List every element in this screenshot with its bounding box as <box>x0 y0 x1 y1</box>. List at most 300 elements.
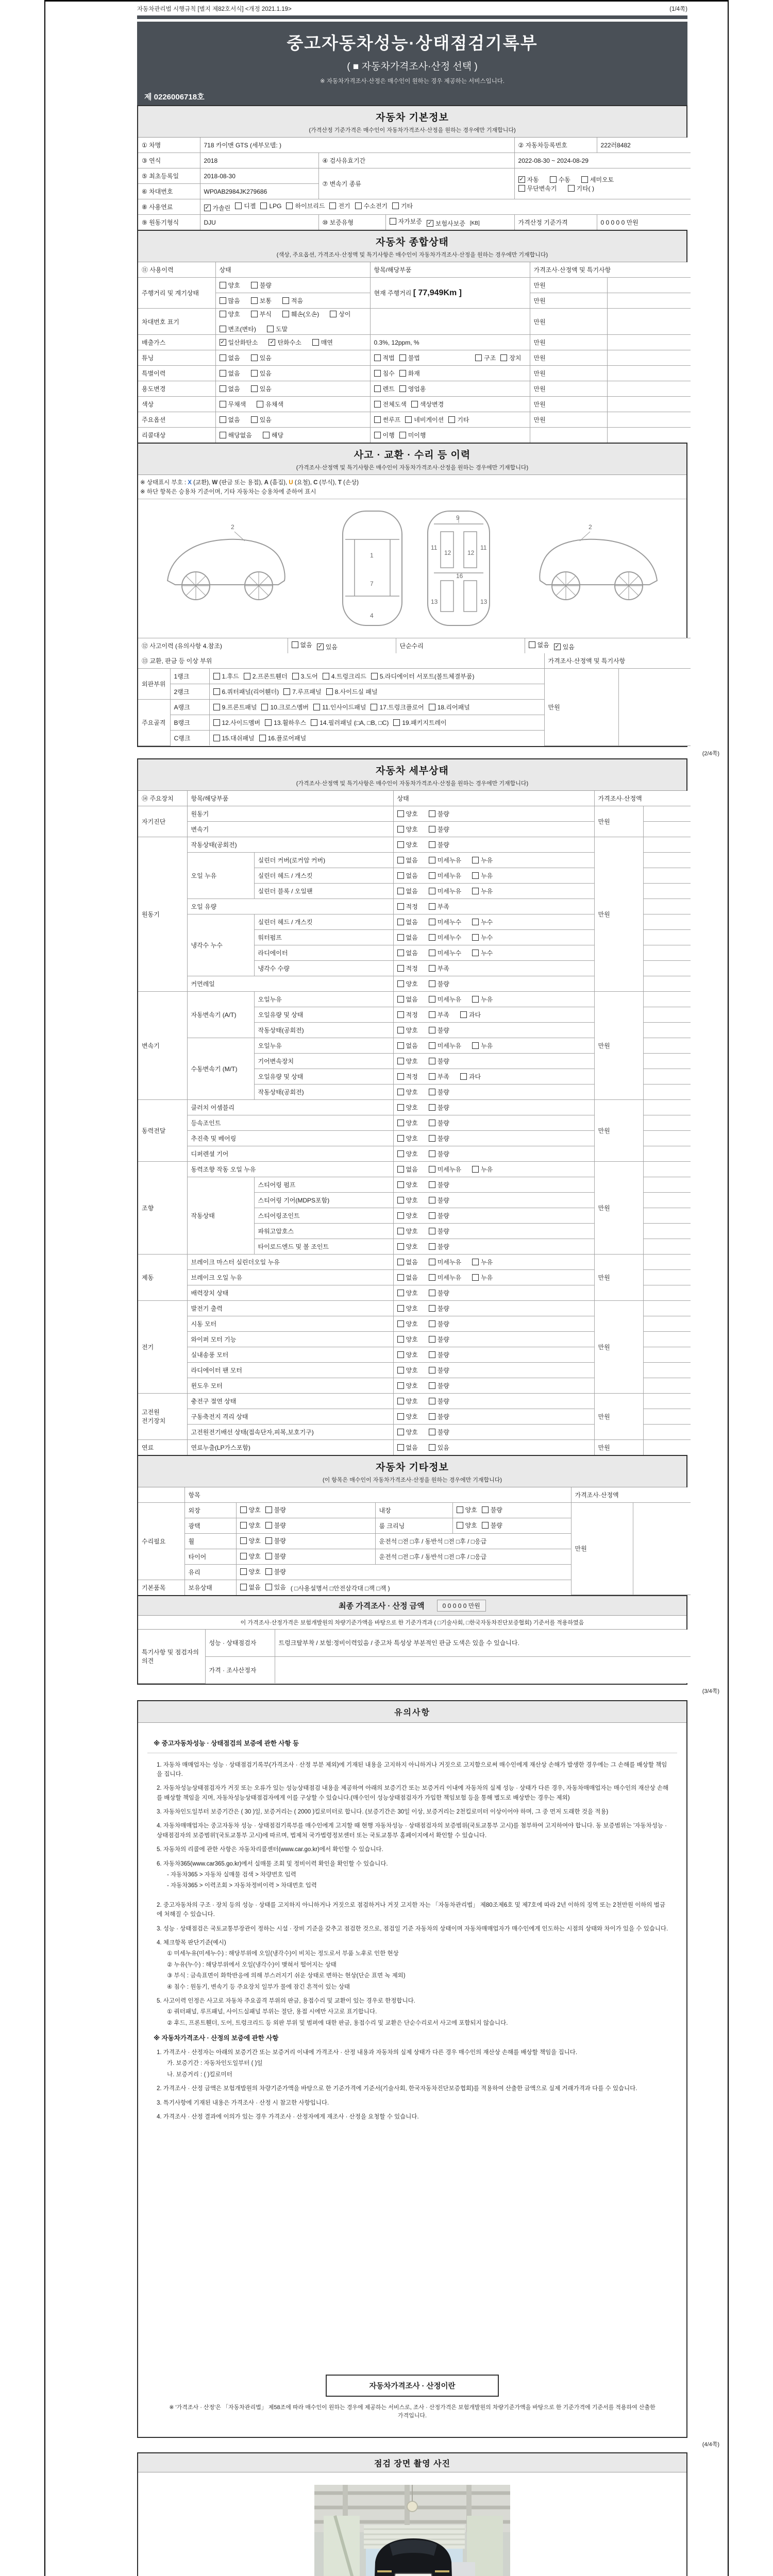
device-item: 실내송풍 모터 <box>187 1347 393 1362</box>
checkbox-누유[interactable]: 누유 <box>472 1258 493 1266</box>
checkbox-양호[interactable]: 양호 <box>397 1412 418 1421</box>
checkbox-불량[interactable]: 불량 <box>429 1196 449 1205</box>
checkbox-있음[interactable]: ✓ 있음 <box>554 643 575 651</box>
checkbox-불량[interactable]: 불량 <box>429 1397 449 1405</box>
checkbox-누유[interactable]: 누유 <box>472 871 493 880</box>
checkbox-양호[interactable]: 양호 <box>397 1289 418 1297</box>
empty-box-icon <box>240 1568 247 1575</box>
empty-box-icon <box>429 1089 435 1095</box>
device-state <box>393 1424 594 1439</box>
checkbox-없음[interactable]: 없음 <box>397 871 418 880</box>
checkbox-수동[interactable]: 수동 <box>550 175 570 184</box>
checkbox-7.루프패널[interactable]: 7.루프패널 <box>283 687 321 696</box>
inspection-photo-rear <box>314 2485 510 2576</box>
checkbox-없음[interactable]: 없음 <box>397 948 418 957</box>
checkbox-변조(변타)[interactable]: 변조(변타) <box>220 325 256 333</box>
reg-no-label: ② 자동차등록번호 <box>514 138 597 153</box>
empty-box-icon <box>260 202 267 209</box>
checkbox-불량[interactable]: 불량 <box>482 1521 502 1530</box>
transmission-options-line2 <box>518 184 687 193</box>
checkbox-불량[interactable]: 불량 <box>429 1412 449 1421</box>
tire-label: 타이어 <box>184 1549 236 1564</box>
checkbox-자동[interactable]: ✓ 자동 <box>519 176 539 183</box>
checkbox-미세누유[interactable]: 미세누유 <box>429 871 461 880</box>
checkbox-양호[interactable]: 양호 <box>397 1057 418 1065</box>
checkbox-영업용[interactable]: 영업용 <box>399 384 426 393</box>
etc-col-price: 가격조사·산정액 <box>571 1487 691 1503</box>
detail-title: 자동차 세부상태 <box>376 765 449 776</box>
device-group-label: 조향 <box>138 1161 187 1254</box>
note-cell <box>643 1347 691 1362</box>
checkbox-불량[interactable]: 불량 <box>429 1350 449 1359</box>
checkbox-적음[interactable]: 적음 <box>282 296 303 305</box>
simple-repair-label: 단순수리 <box>396 638 525 654</box>
checkbox-불량[interactable]: 불량 <box>429 1335 449 1344</box>
notice-sub-item: ④ 침수 : 원동기, 변속기 등 주요장치 일부가 물에 잠긴 흔적이 있는 상태 <box>167 1984 350 1990</box>
checkbox-이행[interactable]: 이행 <box>374 431 395 439</box>
checkbox-적정[interactable]: 적정 <box>397 902 418 911</box>
checkbox-양호[interactable]: 양호 <box>397 825 418 834</box>
checkbox-미세누수[interactable]: 미세누수 <box>429 918 461 926</box>
overall-col-usage: ⑪ 사용이력 <box>138 262 215 278</box>
checkbox-양호[interactable]: 양호 <box>397 1088 418 1096</box>
detail-row <box>138 991 691 1007</box>
checkbox-없음[interactable]: 없음 <box>220 369 240 378</box>
checkbox-양호[interactable]: 양호 <box>457 1521 477 1530</box>
checkbox-양호[interactable]: 양호 <box>397 1397 418 1405</box>
svg-text:11: 11 <box>431 544 438 551</box>
checkbox-불량[interactable]: 불량 <box>429 1057 449 1065</box>
checkbox-없음[interactable]: 없음 <box>397 1165 418 1174</box>
empty-box-icon <box>397 1336 404 1343</box>
checkbox-전체도색[interactable]: 전체도색 <box>374 400 407 409</box>
checkbox-해당[interactable]: 해당 <box>263 431 283 439</box>
polish-options <box>236 1518 375 1533</box>
checkbox-12.사이드멤버[interactable]: 12.사이드멤버 <box>213 718 261 727</box>
checkbox-도말[interactable]: 도말 <box>267 325 288 333</box>
checkbox-전기[interactable]: 전기 <box>329 201 350 210</box>
checkbox-양호[interactable]: 양호 <box>397 1381 418 1390</box>
checkbox-부식[interactable]: 부식 <box>251 310 272 318</box>
empty-box-icon <box>397 1413 404 1420</box>
checkbox-탄화수소[interactable]: ✓ 탄화수소 <box>270 339 301 346</box>
device-item: 타이로드엔드 및 볼 조인트 <box>254 1239 393 1254</box>
checked-box-icon: ✓ <box>220 339 225 345</box>
checkbox-불량[interactable]: 불량 <box>265 1536 286 1545</box>
checkbox-있음[interactable]: 있음 <box>251 384 272 393</box>
empty-box-icon <box>429 1398 435 1404</box>
empty-box-icon <box>429 1429 435 1435</box>
checkbox-침수[interactable]: 침수 <box>374 369 395 378</box>
checkbox-보통[interactable]: 보통 <box>251 296 272 305</box>
checkbox-화재[interactable]: 화재 <box>399 369 420 378</box>
checkbox-불량[interactable]: 불량 <box>429 1304 449 1313</box>
checkbox-양호[interactable]: 양호 <box>240 1521 261 1530</box>
checkbox-부족[interactable]: 부족 <box>429 1010 449 1019</box>
checkbox-불량[interactable]: 불량 <box>429 1289 449 1297</box>
checkbox-14.필러패널 (□A, □B, □C)[interactable]: 14.필러패널 (□A, □B, □C) <box>311 718 389 727</box>
checkbox-적정[interactable]: 적정 <box>397 1072 418 1081</box>
checkbox-양호[interactable]: 양호 <box>397 1026 418 1035</box>
checkbox-없음[interactable]: 없음 <box>292 640 312 649</box>
empty-box-icon <box>213 735 220 741</box>
svg-text:4: 4 <box>370 612 374 619</box>
checkbox-보험사보증[interactable]: ✓ 보험사보증 <box>427 220 465 227</box>
checkbox-렌트[interactable]: 렌트 <box>374 384 395 393</box>
device-state <box>393 1069 594 1084</box>
rank-label: C랭크 <box>170 731 209 746</box>
empty-box-icon <box>240 1522 247 1529</box>
checkbox-색상변경[interactable]: 색상변경 <box>411 400 444 409</box>
checkbox-많음[interactable]: 많음 <box>220 296 240 305</box>
overall-col-price: 가격조사·산정액 및 특기사항 <box>530 262 691 278</box>
checkbox-있음[interactable]: 있음 <box>429 1443 449 1452</box>
checkbox-기타[interactable]: 기타 <box>392 201 413 210</box>
checkbox-불량[interactable]: 불량 <box>429 1149 449 1158</box>
checkbox-상이[interactable]: 상이 <box>330 310 350 318</box>
engine-type-label: ⑨ 원동기형식 <box>138 215 200 230</box>
checkbox-불량[interactable]: 불량 <box>429 809 449 818</box>
checkbox-없음[interactable]: 없음 <box>397 887 418 895</box>
empty-box-icon <box>374 370 381 377</box>
checkbox-미세누유[interactable]: 미세누유 <box>429 1273 461 1282</box>
empty-box-icon <box>429 1212 435 1219</box>
checkbox-5.라디에이터 서포트(볼트체결부품)[interactable]: 5.라디에이터 서포트(볼트체결부품) <box>371 672 475 681</box>
checkbox-18.리어패널[interactable]: 18.리어패널 <box>429 703 470 711</box>
empty-box-icon <box>472 872 479 879</box>
notice-item: 3. 자동차인도일부터 보증기간은 ( 30 )일, 보증거리는 ( 2000 )킬로미터로 합니다. (보증기간은 30일 이상, 보증거리는 2천킬로미터 이상이어야 하며, 그 중 먼저 도래한 것을 적용) <box>157 1809 609 1816</box>
checkbox-양호[interactable]: 양호 <box>220 281 240 290</box>
empty-box-icon <box>265 1522 272 1529</box>
vin-value: WP0AB2984JK279686 <box>200 184 318 199</box>
checkbox-양호[interactable]: 양호 <box>240 1505 261 1514</box>
checkbox-적정[interactable]: 적정 <box>397 964 418 973</box>
price-cell: 만원 <box>530 412 607 428</box>
checkbox-부족[interactable]: 부족 <box>429 1072 449 1081</box>
checkbox-불량[interactable]: 불량 <box>429 1428 449 1436</box>
checkbox-LPG[interactable]: LPG <box>260 202 281 210</box>
checkbox-미세누유[interactable]: 미세누유 <box>429 887 461 895</box>
checkbox-불량[interactable]: 불량 <box>251 281 272 290</box>
device-item: 구동축전지 격리 상태 <box>187 1409 393 1424</box>
checkbox-수소전기[interactable]: 수소전기 <box>355 201 388 210</box>
checkbox-19.패키지트레이[interactable]: 19.패키지트레이 <box>393 718 446 727</box>
checkbox-양호[interactable]: 양호 <box>397 1211 418 1220</box>
checkbox-양호[interactable]: 양호 <box>397 1149 418 1158</box>
empty-box-icon <box>267 326 274 332</box>
overall-row <box>138 309 691 335</box>
basic-info-subtitle: (가격산정 기준가격은 매수인이 자동차가격조사·산정을 원하는 경우에만 기재합니다) <box>309 127 516 133</box>
checkbox-누수[interactable]: 누수 <box>472 933 493 942</box>
checkbox-불량[interactable]: 불량 <box>429 1381 449 1390</box>
checkbox-과다[interactable]: 과다 <box>460 1072 481 1081</box>
checkbox-기타[interactable]: 기타 <box>448 415 469 424</box>
overall-row-item <box>370 309 530 335</box>
empty-box-icon <box>330 311 337 317</box>
checkbox-없음[interactable]: 없음 <box>397 1273 418 1282</box>
detail-col-price: 가격조사·산정액 <box>594 791 691 806</box>
checkbox-불량[interactable]: 불량 <box>429 1180 449 1189</box>
empty-box-icon <box>429 1290 435 1296</box>
note-cell <box>643 1269 691 1285</box>
checkbox-과다[interactable]: 과다 <box>460 1010 481 1019</box>
checkbox-양호[interactable]: 양호 <box>397 1304 418 1313</box>
checkbox-미세누수[interactable]: 미세누수 <box>429 948 461 957</box>
checkbox-불량[interactable]: 불량 <box>429 1118 449 1127</box>
checkbox-훼손(오손)[interactable]: 훼손(오손) <box>282 310 319 318</box>
checkbox-미세누유[interactable]: 미세누유 <box>429 1041 461 1050</box>
checkbox-있음[interactable]: 있음 <box>251 415 272 424</box>
checkbox-불량[interactable]: 불량 <box>429 825 449 834</box>
holding-state-label: 보유상태 <box>184 1580 236 1595</box>
detail-row <box>138 806 691 821</box>
checkbox-양호[interactable]: 양호 <box>397 840 418 849</box>
detail-row <box>138 1099 691 1115</box>
note-cell <box>643 1393 691 1409</box>
checkbox-없음[interactable]: 없음 <box>529 640 549 649</box>
device-item: 원동기 <box>187 806 393 821</box>
checkbox-양호[interactable]: 양호 <box>397 1335 418 1344</box>
checkbox-불량[interactable]: 불량 <box>265 1505 286 1514</box>
empty-box-icon <box>374 401 381 408</box>
checkbox-10.크로스멤버[interactable]: 10.크로스멤버 <box>261 703 309 711</box>
empty-box-icon <box>472 1166 479 1173</box>
polish-label: 광택 <box>184 1518 236 1533</box>
empty-box-icon <box>397 1181 404 1188</box>
checkbox-4.트렁크리드[interactable]: 4.트렁크리드 <box>323 672 366 681</box>
checkbox-자가보증[interactable]: 자가보증 <box>390 217 422 226</box>
checkbox-없음[interactable]: 없음 <box>397 1041 418 1050</box>
checkbox-누유[interactable]: 누유 <box>472 856 493 865</box>
empty-box-icon <box>235 202 242 209</box>
checkbox-양호[interactable]: 양호 <box>397 1196 418 1205</box>
checkbox-누수[interactable]: 누수 <box>472 948 493 957</box>
checkbox-불법[interactable]: 불법 <box>399 353 420 362</box>
checkbox-미이행[interactable]: 미이행 <box>399 431 426 439</box>
checkbox-13.휠하우스[interactable]: 13.휠하우스 <box>265 718 306 727</box>
overall-row-label: 용도변경 <box>138 381 215 397</box>
note-cell <box>607 428 691 443</box>
empty-box-icon <box>397 1243 404 1250</box>
checkbox-16.플로어패널[interactable]: 16.플로어패널 <box>259 734 307 742</box>
device-state <box>393 899 594 914</box>
device-state <box>393 1269 594 1285</box>
device-item: 작동상태(공회전) <box>187 837 393 852</box>
price-cell: 만원 <box>530 350 607 366</box>
checkbox-네비게이션[interactable]: 네비게이션 <box>405 415 444 424</box>
overall-row-item: 현재 주행거리 [ 77,949Km ] <box>370 278 530 309</box>
checkbox-양호[interactable]: 양호 <box>397 1428 418 1436</box>
empty-box-icon <box>390 218 396 225</box>
checkbox-불량[interactable]: 불량 <box>429 1134 449 1143</box>
checkbox-양호[interactable]: 양호 <box>397 1134 418 1143</box>
device-group-label: 동력전달 <box>138 1099 187 1161</box>
device-state <box>393 852 594 868</box>
checkbox-9.프론트패널[interactable]: 9.프론트패널 <box>213 703 257 711</box>
checkbox-1.후드[interactable]: 1.후드 <box>213 672 239 681</box>
empty-box-icon <box>355 202 362 209</box>
note-cell <box>643 1053 691 1069</box>
note-cell <box>643 976 691 991</box>
room-cleaning-label: 룸 크리닝 <box>375 1518 452 1533</box>
checkbox-3.도어[interactable]: 3.도어 <box>292 672 318 681</box>
empty-box-icon <box>399 354 406 361</box>
checkbox-양호[interactable]: 양호 <box>220 310 240 318</box>
checkbox-없음[interactable]: 없음 <box>220 415 240 424</box>
checkbox-있음[interactable]: 있음 <box>265 1583 286 1591</box>
checkbox-누유[interactable]: 누유 <box>472 1041 493 1050</box>
notice-section-heading: ※ 자동차가격조사 · 산정의 보증에 관한 사항 <box>154 2035 279 2042</box>
checkbox-없음[interactable]: 없음 <box>397 995 418 1004</box>
checkbox-8.사이드실 패널[interactable]: 8.사이드실 패널 <box>326 687 378 696</box>
checkbox-양호[interactable]: 양호 <box>397 1180 418 1189</box>
checkbox-없음[interactable]: 없음 <box>240 1583 261 1591</box>
empty-box-icon <box>265 1568 272 1575</box>
checked-box-icon: ✓ <box>270 339 275 345</box>
empty-box-icon <box>374 432 381 438</box>
checkbox-무단변속기[interactable]: 무단변속기 <box>518 184 557 193</box>
svg-text:12: 12 <box>467 549 475 556</box>
checkbox-양호[interactable]: 양호 <box>457 1505 477 1514</box>
checkbox-불량[interactable]: 불량 <box>429 979 449 988</box>
checkbox-없음[interactable]: 없음 <box>397 933 418 942</box>
notice-sub-item: - 자동차365 > 자동차 실매물 검색 > 차량번호 입력 <box>167 1872 296 1878</box>
checkbox-가솔린[interactable]: ✓ 가솔린 <box>205 205 231 212</box>
checkbox-15.대쉬패널[interactable]: 15.대쉬패널 <box>213 734 255 742</box>
checkbox-적정[interactable]: 적정 <box>397 1010 418 1019</box>
checkbox-양호[interactable]: 양호 <box>397 1350 418 1359</box>
checkbox-부족[interactable]: 부족 <box>429 964 449 973</box>
checkbox-불량[interactable]: 불량 <box>265 1567 286 1576</box>
checkbox-누유[interactable]: 누유 <box>472 995 493 1004</box>
checkbox-누유[interactable]: 누유 <box>472 1273 493 1282</box>
checkbox-미세누수[interactable]: 미세누수 <box>429 933 461 942</box>
checkbox-유채색[interactable]: 유채색 <box>257 400 283 409</box>
checkbox-불량[interactable]: 불량 <box>429 1227 449 1235</box>
checkbox-미세누유[interactable]: 미세누유 <box>429 1165 461 1174</box>
repair-needed-label: 수리필요 <box>138 1502 184 1580</box>
checkbox-누유[interactable]: 누유 <box>472 1165 493 1174</box>
accident-title: 사고 · 교환 · 수리 등 이력 <box>354 450 471 461</box>
basic-info-header <box>138 106 686 138</box>
checkbox-양호[interactable]: 양호 <box>240 1536 261 1545</box>
empty-box-icon <box>397 826 404 833</box>
checkbox-불량[interactable]: 불량 <box>429 1242 449 1251</box>
checkbox-양호[interactable]: 양호 <box>397 1103 418 1112</box>
svg-text:7: 7 <box>370 580 374 587</box>
checkbox-없음[interactable]: 없음 <box>397 1443 418 1452</box>
note-cell <box>643 1223 691 1239</box>
device-state <box>393 1439 594 1455</box>
empty-box-icon <box>472 857 479 863</box>
overall-row <box>138 412 691 428</box>
empty-box-icon <box>429 1320 435 1327</box>
checkbox-썬루프[interactable]: 썬루프 <box>374 415 401 424</box>
checkbox-없음[interactable]: 없음 <box>220 353 240 362</box>
checkbox-매연[interactable]: 매연 <box>312 338 333 347</box>
checkbox-있음[interactable]: 있음 <box>251 353 272 362</box>
checkbox-불량[interactable]: 불량 <box>429 840 449 849</box>
document-note: ※ 자동차가격조사·산정은 매수인이 원하는 경우 제공하는 서비스입니다. <box>320 78 505 84</box>
checkbox-누유[interactable]: 누유 <box>472 887 493 895</box>
checkbox-일산화탄소[interactable]: ✓ 일산화탄소 <box>220 339 258 346</box>
notice-sub-item: - 자동차365 > 이력조회 > 자동차정비이력 > 차대번호 입력 <box>167 1883 317 1889</box>
checkbox-무채색[interactable]: 무채색 <box>220 400 246 409</box>
device-state <box>393 1208 594 1223</box>
checkbox-6.쿼터패널(리어휀더)[interactable]: 6.쿼터패널(리어휀더) <box>213 687 279 696</box>
checkbox-불량[interactable]: 불량 <box>265 1521 286 1530</box>
empty-box-icon <box>251 354 258 361</box>
checkbox-누수[interactable]: 누수 <box>472 918 493 926</box>
checkbox-불량[interactable]: 불량 <box>429 1319 449 1328</box>
interior-label: 내장 <box>375 1502 452 1518</box>
checkbox-양호[interactable]: 양호 <box>397 1366 418 1375</box>
checkbox-없음[interactable]: 없음 <box>220 384 240 393</box>
checkbox-없음[interactable]: 없음 <box>397 856 418 865</box>
empty-box-icon <box>568 185 575 192</box>
checkbox-양호[interactable]: 양호 <box>397 1319 418 1328</box>
note-cell <box>643 1254 691 1269</box>
empty-box-icon <box>292 641 298 648</box>
checkbox-불량[interactable]: 불량 <box>429 1088 449 1096</box>
checkbox-있음[interactable]: ✓ 있음 <box>317 643 338 651</box>
checkbox-장치[interactable]: 장치 <box>500 353 521 362</box>
device-state <box>393 1393 594 1409</box>
overall-row-state <box>215 366 370 381</box>
checkbox-부족[interactable]: 부족 <box>429 902 449 911</box>
checkbox-세미오토[interactable]: 세미오토 <box>581 175 614 184</box>
checkbox-미세누유[interactable]: 미세누유 <box>429 1258 461 1266</box>
checkbox-디젤[interactable]: 디젤 <box>235 201 256 210</box>
checked-box-icon: ✓ <box>519 176 524 182</box>
checkbox-양호[interactable]: 양호 <box>397 1242 418 1251</box>
device-state <box>393 1285 594 1300</box>
checkbox-적법[interactable]: 적법 <box>374 353 395 362</box>
empty-box-icon <box>397 1274 404 1281</box>
checkbox-양호[interactable]: 양호 <box>397 1118 418 1127</box>
checkbox-구조[interactable]: 구조 <box>475 353 496 362</box>
checkbox-없음[interactable]: 없음 <box>397 1258 418 1266</box>
checkbox-불량[interactable]: 불량 <box>429 1211 449 1220</box>
checkbox-양호[interactable]: 양호 <box>240 1552 261 1561</box>
device-item: 라디에이터 팬 모터 <box>187 1362 393 1378</box>
checkbox-하이브리드[interactable]: 하이브리드 <box>286 201 325 210</box>
checkbox-기타( )[interactable]: 기타( ) <box>568 184 595 193</box>
checkbox-양호[interactable]: 양호 <box>397 979 418 988</box>
empty-box-icon <box>251 416 258 423</box>
checkbox-불량[interactable]: 불량 <box>429 1026 449 1035</box>
checkbox-불량[interactable]: 불량 <box>265 1552 286 1561</box>
checkbox-불량[interactable]: 불량 <box>429 1103 449 1112</box>
legend-code-A: A <box>264 480 268 486</box>
accident-header <box>138 444 686 475</box>
checkbox-양호[interactable]: 양호 <box>397 1227 418 1235</box>
note-cell <box>643 1300 691 1316</box>
checkbox-미세누유[interactable]: 미세누유 <box>429 995 461 1004</box>
checkbox-양호[interactable]: 양호 <box>397 809 418 818</box>
checkbox-11.인사이드패널[interactable]: 11.인사이드패널 <box>313 703 366 711</box>
checkbox-없음[interactable]: 없음 <box>397 918 418 926</box>
checkbox-미세누유[interactable]: 미세누유 <box>429 856 461 865</box>
checkbox-해당없음[interactable]: 해당없음 <box>220 431 252 439</box>
checkbox-불량[interactable]: 불량 <box>482 1505 502 1514</box>
notice-item: 1. 가격조사 · 산정자는 아래의 보증기간 또는 보증거리 이내에 가격조사 · 산정 내용과 자동차의 실제 상태가 다른 경우 매수인의 재산상 손해를 배상할 책임을 집니다. <box>157 2049 578 2056</box>
checkbox-17.트렁크플로어[interactable]: 17.트렁크플로어 <box>371 703 424 711</box>
checkbox-양호[interactable]: 양호 <box>240 1567 261 1576</box>
checkbox-있음[interactable]: 있음 <box>251 369 272 378</box>
checkbox-2.프론트휀더[interactable]: 2.프론트휀더 <box>244 672 288 681</box>
checkbox-불량[interactable]: 불량 <box>429 1366 449 1375</box>
